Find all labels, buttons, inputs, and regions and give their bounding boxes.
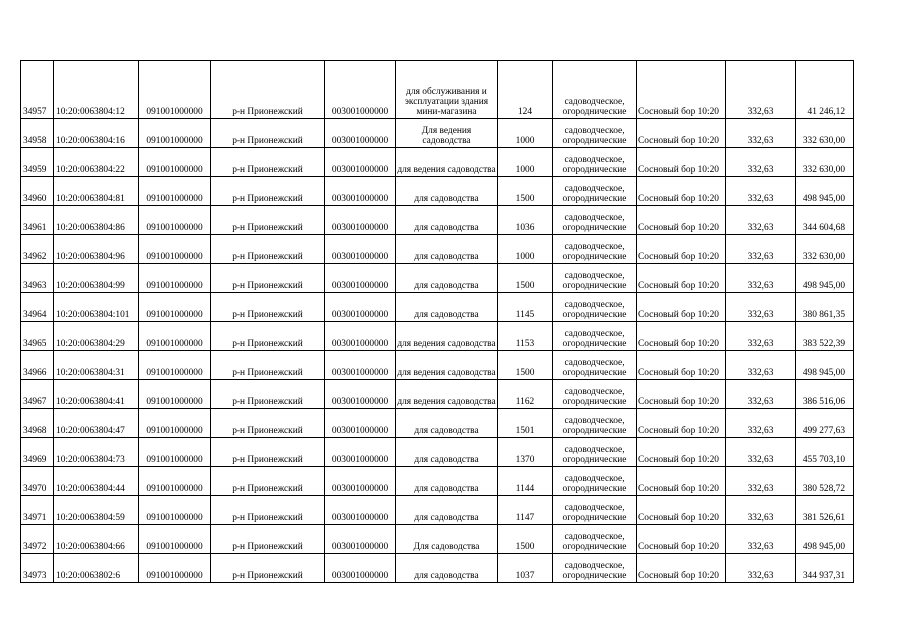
- parcel-area-cell: 1500: [498, 264, 553, 293]
- territory-code-cell: 091001000000: [139, 177, 211, 206]
- table-row: [21, 525, 854, 554]
- cadastral-value-cell: 498 945,00: [796, 351, 854, 380]
- district-name-cell: р-н Прионежский: [211, 61, 325, 119]
- territory-code-cell: 091001000000: [139, 351, 211, 380]
- location-name-cell: Сосновый бор 10:20: [637, 380, 726, 409]
- specific-value-cell: 332,63: [726, 438, 796, 467]
- zone-code-cell: 003001000000: [325, 119, 396, 148]
- cadastral-value-cell: 332 630,00: [796, 148, 854, 177]
- parcel-number-cell: 34968: [21, 409, 54, 438]
- zone-code-cell: 003001000000: [325, 322, 396, 351]
- land-category-cell: садоводческое, огороднические: [553, 177, 637, 206]
- permitted-use-cell: для садоводства: [396, 409, 498, 438]
- district-name-cell: р-н Прионежский: [211, 177, 325, 206]
- table-row: [21, 177, 854, 206]
- land-category-cell: садоводческое, огороднические: [553, 525, 637, 554]
- zone-code-cell: 003001000000: [325, 438, 396, 467]
- parcel-number-cell: 34957: [21, 61, 54, 119]
- table-row: [21, 322, 854, 351]
- permitted-use-cell: для садоводства: [396, 438, 498, 467]
- table-row: [21, 409, 854, 438]
- location-name-cell: Сосновый бор 10:20: [637, 496, 726, 525]
- land-category-cell: садоводческое, огороднические: [553, 380, 637, 409]
- cadastral-number-cell: 10:20:0063804:29: [54, 322, 139, 351]
- specific-value-cell: 332,63: [726, 351, 796, 380]
- cadastral-number-cell: 10:20:0063804:66: [54, 525, 139, 554]
- permitted-use-cell: для садоводства: [396, 467, 498, 496]
- land-category-cell: садоводческое, огороднические: [553, 148, 637, 177]
- district-name-cell: р-н Прионежский: [211, 293, 325, 322]
- table-row: [21, 496, 854, 525]
- cadastral-value-cell: 498 945,00: [796, 177, 854, 206]
- land-category-cell: садоводческое, огороднические: [553, 61, 637, 119]
- table-row: [21, 467, 854, 496]
- cadastral-value-cell: 41 246,12: [796, 61, 854, 119]
- specific-value-cell: 332,63: [726, 322, 796, 351]
- table-row: [21, 235, 854, 264]
- cadastral-value-cell: 499 277,63: [796, 409, 854, 438]
- cadastral-value-cell: 332 630,00: [796, 119, 854, 148]
- zone-code-cell: 003001000000: [325, 525, 396, 554]
- specific-value-cell: 332,63: [726, 148, 796, 177]
- cadastral-number-cell: 10:20:0063804:99: [54, 264, 139, 293]
- district-name-cell: р-н Прионежский: [211, 235, 325, 264]
- cadastral-number-cell: 10:20:0063804:96: [54, 235, 139, 264]
- specific-value-cell: 332,63: [726, 293, 796, 322]
- zone-code-cell: 003001000000: [325, 206, 396, 235]
- cadastral-value-cell: 344 604,68: [796, 206, 854, 235]
- permitted-use-cell: для ведения садоводства: [396, 148, 498, 177]
- district-name-cell: р-н Прионежский: [211, 206, 325, 235]
- land-category-cell: садоводческое, огороднические: [553, 409, 637, 438]
- parcel-number-cell: 34966: [21, 351, 54, 380]
- permitted-use-cell: Для ведения садоводства: [396, 119, 498, 148]
- permitted-use-cell: Для садоводства: [396, 525, 498, 554]
- specific-value-cell: 332,63: [726, 61, 796, 119]
- parcel-area-cell: 1000: [498, 119, 553, 148]
- permitted-use-cell: для садоводства: [396, 177, 498, 206]
- specific-value-cell: 332,63: [726, 206, 796, 235]
- parcel-area-cell: 1153: [498, 322, 553, 351]
- territory-code-cell: 091001000000: [139, 322, 211, 351]
- land-category-cell: садоводческое, огороднические: [553, 496, 637, 525]
- table-row: [21, 264, 854, 293]
- parcel-number-cell: 34971: [21, 496, 54, 525]
- district-name-cell: р-н Прионежский: [211, 409, 325, 438]
- specific-value-cell: 332,63: [726, 264, 796, 293]
- parcel-number-cell: 34969: [21, 438, 54, 467]
- district-name-cell: р-н Прионежский: [211, 438, 325, 467]
- parcel-number-cell: 34964: [21, 293, 54, 322]
- zone-code-cell: 003001000000: [325, 409, 396, 438]
- table-row: [21, 351, 854, 380]
- district-name-cell: р-н Прионежский: [211, 119, 325, 148]
- parcel-number-cell: 34973: [21, 554, 54, 583]
- cadastral-value-cell: 498 945,00: [796, 525, 854, 554]
- cadastral-value-cell: 381 526,61: [796, 496, 854, 525]
- permitted-use-cell: для садоводства: [396, 496, 498, 525]
- location-name-cell: Сосновый бор 10:20: [637, 322, 726, 351]
- table-row: [21, 380, 854, 409]
- specific-value-cell: 332,63: [726, 119, 796, 148]
- parcel-number-cell: 34962: [21, 235, 54, 264]
- location-name-cell: Сосновый бор 10:20: [637, 351, 726, 380]
- permitted-use-cell: для садоводства: [396, 206, 498, 235]
- parcel-area-cell: 1500: [498, 525, 553, 554]
- land-category-cell: садоводческое, огороднические: [553, 351, 637, 380]
- parcel-number-cell: 34965: [21, 322, 54, 351]
- location-name-cell: Сосновый бор 10:20: [637, 235, 726, 264]
- parcel-area-cell: 1501: [498, 409, 553, 438]
- cadastral-number-cell: 10:20:0063802:6: [54, 554, 139, 583]
- cadastral-number-cell: 10:20:0063804:16: [54, 119, 139, 148]
- district-name-cell: р-н Прионежский: [211, 525, 325, 554]
- land-category-cell: садоводческое, огороднические: [553, 322, 637, 351]
- permitted-use-cell: для ведения садоводства: [396, 351, 498, 380]
- cadastral-value-cell: 498 945,00: [796, 264, 854, 293]
- zone-code-cell: 003001000000: [325, 148, 396, 177]
- territory-code-cell: 091001000000: [139, 264, 211, 293]
- table-row: [21, 148, 854, 177]
- parcel-number-cell: 34963: [21, 264, 54, 293]
- zone-code-cell: 003001000000: [325, 554, 396, 583]
- location-name-cell: Сосновый бор 10:20: [637, 409, 726, 438]
- district-name-cell: р-н Прионежский: [211, 380, 325, 409]
- parcel-area-cell: 1000: [498, 148, 553, 177]
- zone-code-cell: 003001000000: [325, 351, 396, 380]
- parcel-area-cell: 124: [498, 61, 553, 119]
- cadastral-number-cell: 10:20:0063804:86: [54, 206, 139, 235]
- permitted-use-cell: для садоводства: [396, 235, 498, 264]
- permitted-use-cell: для садоводства: [396, 264, 498, 293]
- location-name-cell: Сосновый бор 10:20: [637, 264, 726, 293]
- location-name-cell: Сосновый бор 10:20: [637, 554, 726, 583]
- territory-code-cell: 091001000000: [139, 380, 211, 409]
- land-category-cell: садоводческое, огороднические: [553, 293, 637, 322]
- table-body: [21, 61, 854, 583]
- table-row: [21, 61, 854, 119]
- territory-code-cell: 091001000000: [139, 438, 211, 467]
- territory-code-cell: 091001000000: [139, 235, 211, 264]
- permitted-use-cell: для обслуживания и эксплуатации здания мини-магазина: [396, 61, 498, 119]
- location-name-cell: Сосновый бор 10:20: [637, 61, 726, 119]
- zone-code-cell: 003001000000: [325, 235, 396, 264]
- territory-code-cell: 091001000000: [139, 206, 211, 235]
- territory-code-cell: 091001000000: [139, 119, 211, 148]
- district-name-cell: р-н Прионежский: [211, 351, 325, 380]
- district-name-cell: р-н Прионежский: [211, 467, 325, 496]
- cadastral-value-cell: 380 528,72: [796, 467, 854, 496]
- territory-code-cell: 091001000000: [139, 61, 211, 119]
- cadastral-number-cell: 10:20:0063804:81: [54, 177, 139, 206]
- specific-value-cell: 332,63: [726, 409, 796, 438]
- parcel-area-cell: 1000: [498, 235, 553, 264]
- land-category-cell: садоводческое, огороднические: [553, 119, 637, 148]
- zone-code-cell: 003001000000: [325, 496, 396, 525]
- district-name-cell: р-н Прионежский: [211, 554, 325, 583]
- cadastral-value-cell: 380 861,35: [796, 293, 854, 322]
- location-name-cell: Сосновый бор 10:20: [637, 119, 726, 148]
- table-row: [21, 438, 854, 467]
- parcel-number-cell: 34967: [21, 380, 54, 409]
- land-category-cell: садоводческое, огороднические: [553, 554, 637, 583]
- parcel-area-cell: 1144: [498, 467, 553, 496]
- territory-code-cell: 091001000000: [139, 525, 211, 554]
- parcel-area-cell: 1500: [498, 351, 553, 380]
- zone-code-cell: 003001000000: [325, 293, 396, 322]
- parcel-area-cell: 1147: [498, 496, 553, 525]
- cadastral-value-cell: 332 630,00: [796, 235, 854, 264]
- specific-value-cell: 332,63: [726, 525, 796, 554]
- cadastral-number-cell: 10:20:0063804:44: [54, 467, 139, 496]
- parcel-area-cell: 1500: [498, 177, 553, 206]
- land-category-cell: садоводческое, огороднические: [553, 467, 637, 496]
- specific-value-cell: 332,63: [726, 380, 796, 409]
- permitted-use-cell: для ведения садоводства: [396, 322, 498, 351]
- parcel-number-cell: 34970: [21, 467, 54, 496]
- zone-code-cell: 003001000000: [325, 380, 396, 409]
- parcel-number-cell: 34958: [21, 119, 54, 148]
- specific-value-cell: 332,63: [726, 235, 796, 264]
- cadastral-number-cell: 10:20:0063804:31: [54, 351, 139, 380]
- parcel-number-cell: 34972: [21, 525, 54, 554]
- specific-value-cell: 332,63: [726, 496, 796, 525]
- zone-code-cell: 003001000000: [325, 61, 396, 119]
- permitted-use-cell: для садоводства: [396, 554, 498, 583]
- cadastral-number-cell: 10:20:0063804:73: [54, 438, 139, 467]
- location-name-cell: Сосновый бор 10:20: [637, 438, 726, 467]
- territory-code-cell: 091001000000: [139, 554, 211, 583]
- specific-value-cell: 332,63: [726, 554, 796, 583]
- specific-value-cell: 332,63: [726, 177, 796, 206]
- permitted-use-cell: для садоводства: [396, 293, 498, 322]
- territory-code-cell: 091001000000: [139, 293, 211, 322]
- territory-code-cell: 091001000000: [139, 148, 211, 177]
- table-row: [21, 293, 854, 322]
- location-name-cell: Сосновый бор 10:20: [637, 206, 726, 235]
- cadastral-number-cell: 10:20:0063804:12: [54, 61, 139, 119]
- specific-value-cell: 332,63: [726, 467, 796, 496]
- location-name-cell: Сосновый бор 10:20: [637, 467, 726, 496]
- parcel-number-cell: 34959: [21, 148, 54, 177]
- parcel-number-cell: 34960: [21, 177, 54, 206]
- territory-code-cell: 091001000000: [139, 409, 211, 438]
- land-category-cell: садоводческое, огороднические: [553, 264, 637, 293]
- parcel-number-cell: 34961: [21, 206, 54, 235]
- district-name-cell: р-н Прионежский: [211, 148, 325, 177]
- location-name-cell: Сосновый бор 10:20: [637, 525, 726, 554]
- zone-code-cell: 003001000000: [325, 177, 396, 206]
- location-name-cell: Сосновый бор 10:20: [637, 148, 726, 177]
- parcel-area-cell: 1145: [498, 293, 553, 322]
- table-row: [21, 119, 854, 148]
- parcel-area-cell: 1162: [498, 380, 553, 409]
- zone-code-cell: 003001000000: [325, 264, 396, 293]
- location-name-cell: Сосновый бор 10:20: [637, 293, 726, 322]
- cadastral-number-cell: 10:20:0063804:59: [54, 496, 139, 525]
- table-row: [21, 554, 854, 583]
- land-category-cell: садоводческое, огороднические: [553, 438, 637, 467]
- parcel-area-cell: 1037: [498, 554, 553, 583]
- zone-code-cell: 003001000000: [325, 467, 396, 496]
- land-category-cell: садоводческое, огороднические: [553, 206, 637, 235]
- cadastral-value-cell: 386 516,06: [796, 380, 854, 409]
- parcel-area-cell: 1370: [498, 438, 553, 467]
- cadastral-number-cell: 10:20:0063804:47: [54, 409, 139, 438]
- cadastral-number-cell: 10:20:0063804:22: [54, 148, 139, 177]
- location-name-cell: Сосновый бор 10:20: [637, 177, 726, 206]
- permitted-use-cell: для ведения садоводства: [396, 380, 498, 409]
- cadastral-number-cell: 10:20:0063804:101: [54, 293, 139, 322]
- table-row: [21, 206, 854, 235]
- district-name-cell: р-н Прионежский: [211, 496, 325, 525]
- territory-code-cell: 091001000000: [139, 467, 211, 496]
- cadastral-value-cell: 455 703,10: [796, 438, 854, 467]
- cadastral-value-cell: 383 522,39: [796, 322, 854, 351]
- land-category-cell: садоводческое, огороднические: [553, 235, 637, 264]
- parcel-area-cell: 1036: [498, 206, 553, 235]
- territory-code-cell: 091001000000: [139, 496, 211, 525]
- district-name-cell: р-н Прионежский: [211, 322, 325, 351]
- cadastral-number-cell: 10:20:0063804:41: [54, 380, 139, 409]
- cadastral-value-cell: 344 937,31: [796, 554, 854, 583]
- district-name-cell: р-н Прионежский: [211, 264, 325, 293]
- land-parcel-table: [20, 60, 854, 583]
